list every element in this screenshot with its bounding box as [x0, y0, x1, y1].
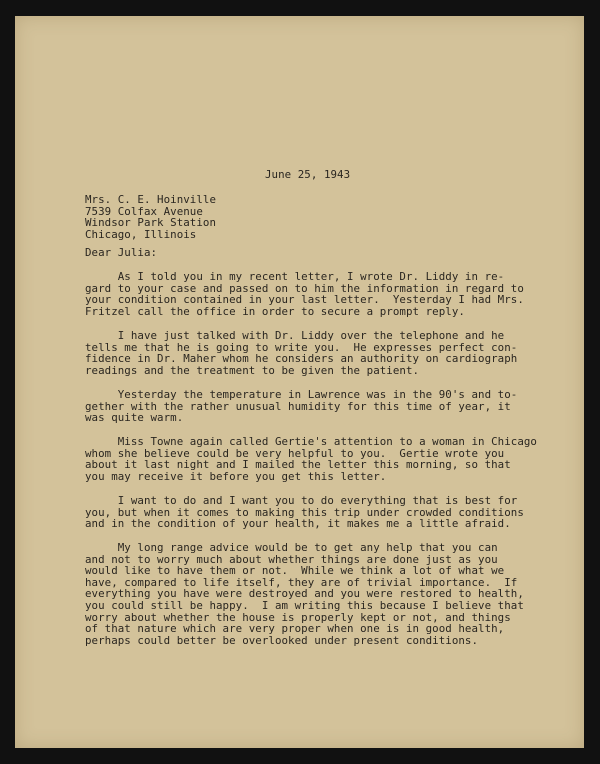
paragraph: [85, 436, 537, 482]
salutation: Dear Julia:: [85, 246, 158, 259]
text-line: would like to have them or not. While we think a lot of what we: [85, 564, 505, 578]
text-line: worry about whether the house is properly kept or not, and things: [85, 610, 511, 624]
text-line: perhaps could better be overlooked under present conditions.: [85, 633, 479, 647]
text-line: Miss Towne again called Gertie's attention to a woman in Chicago: [85, 435, 537, 448]
text-line: whom she believe could be very helpful to you. Gertie wrote you: [85, 446, 505, 460]
text-line: you may receive it before you get this letter.: [85, 469, 387, 483]
address-line: Windsor Park Station: [85, 216, 217, 230]
text-line: Fritzel call the office in order to secure a prompt reply.: [85, 304, 465, 318]
text-line: As I told you in my recent letter, I wrote Dr. Liddy in re-: [85, 270, 505, 283]
text-line: your condition contained in your last letter. Yesterday I had Mrs.: [85, 293, 524, 307]
text-line: My long range advice would be to get any help that you can: [85, 541, 498, 554]
text-line: Yesterday the temperature in Lawrence was in the 90's and to-: [85, 388, 518, 401]
text-line: tells me that he is going to write you. He expresses perfect con-: [85, 340, 518, 354]
address-line: 7539 Colfax Avenue: [85, 204, 203, 218]
paragraph: [85, 271, 524, 317]
paragraph: [85, 542, 524, 646]
address-line: Chicago, Illinois: [85, 227, 197, 241]
text-line: gard to your case and passed on to him the information in regard to: [85, 281, 524, 295]
text-line: fidence in Dr. Maher whom he considers an authority on cardiograph: [85, 352, 518, 366]
text-line: and in the condition of your health, it makes me a little afraid.: [85, 517, 511, 531]
text-line: everything you have were destroyed and you were restored to health,: [85, 587, 524, 601]
text-line: you could still be happy. I am writing this because I believe that: [85, 598, 524, 612]
letter-body: [15, 16, 584, 748]
letter-date: June 25, 1943: [265, 168, 351, 181]
address-line: Mrs. C. E. Hoinville: [85, 193, 217, 206]
paragraph: [85, 495, 524, 530]
letter-page: [15, 16, 584, 748]
text-line: and not to worry much about whether things are done just as you: [85, 552, 498, 566]
text-line: about it last night and I mailed the letter this morning, so that: [85, 458, 511, 472]
text-line: of that nature which are very proper when one is in good health,: [85, 622, 505, 636]
text-line: I have just talked with Dr. Liddy over the telephone and he: [85, 329, 505, 342]
text-line: you, but when it comes to making this trip under crowded conditions: [85, 505, 524, 519]
text-line: have, compared to life itself, they are of trivial importance. If: [85, 575, 518, 589]
text-line: was quite warm.: [85, 411, 184, 425]
paragraph: [85, 330, 517, 376]
paragraph: [85, 389, 517, 424]
recipient-address: [85, 194, 216, 240]
text-line: I want to do and I want you to do everything that is best for: [85, 494, 518, 507]
text-line: gether with the rather unusual humidity for this time of year, it: [85, 399, 511, 413]
text-line: readings and the treatment to be given the patient.: [85, 363, 420, 377]
